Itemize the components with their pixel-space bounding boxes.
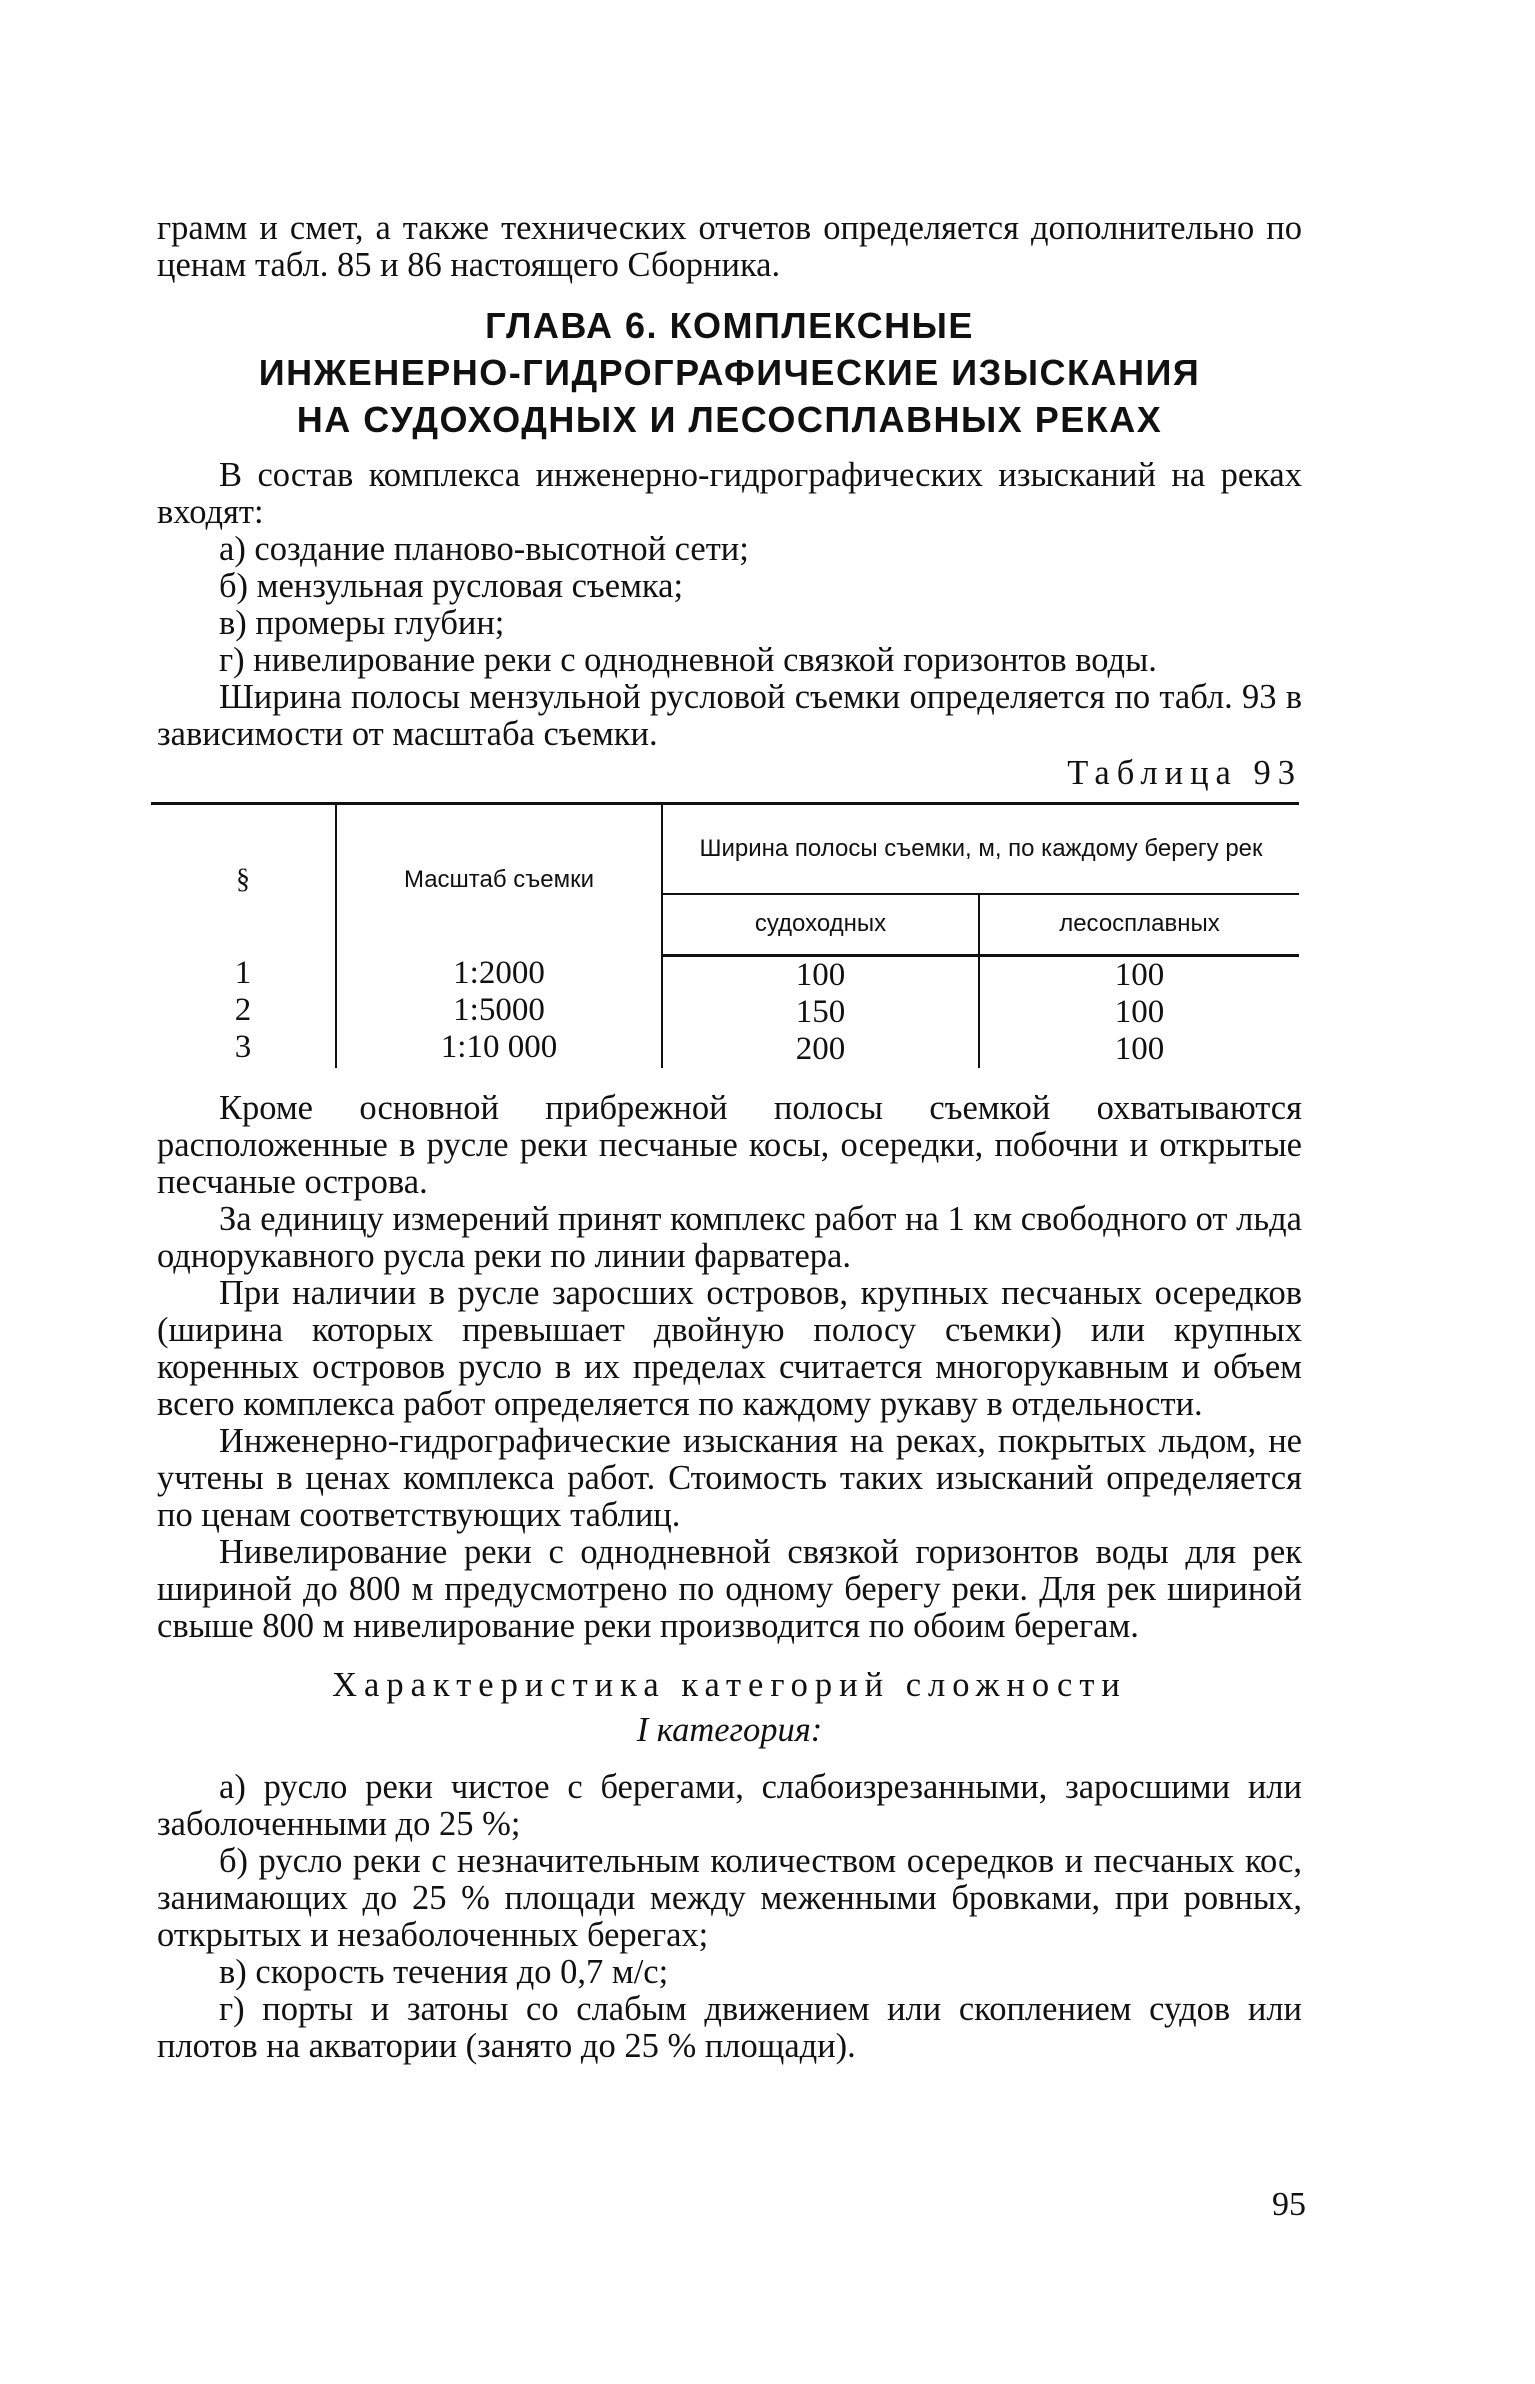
header-scale: Масштаб съемки — [336, 804, 662, 956]
chapter-title — [157, 302, 1302, 443]
intro-paragraph: грамм и смет, а также технических отчетов определяется дополнительно по ценам табл. 85 и 86 настоящего Сборника. — [157, 209, 1302, 284]
section-heading: Характеристика категорий сложности — [332, 1665, 1127, 1704]
composition-intro: В состав комплекса инженерно-гидрографических изысканий на реках входят: — [157, 456, 1302, 531]
body-paragraph: Инженерно-гидрографические изыскания на реках, покрытых льдом, не учтены в ценах комплекса работ. Стоимость таких изысканий определяется по ценам соответствующих таблиц. — [157, 1421, 1302, 1534]
table-93 — [151, 802, 1299, 1068]
table-cell: 1:10 000 — [440, 1029, 558, 1065]
header-width-group: Ширина полосы съемки, м, по каждому берегу рек — [662, 804, 1299, 895]
composition-item: а) создание планово-высотной сети; — [219, 530, 749, 568]
chapter-title-line: НА СУДОХОДНЫХ И ЛЕСОСПЛАВНЫХ РЕКАХ — [296, 399, 1163, 440]
category-item: г) порты и затоны со слабым движением или скоплением судов или плотов на акватории (занято до 25 % площади). — [157, 1989, 1302, 2065]
table-cell: 2 — [234, 992, 252, 1028]
width-paragraph: Ширина полосы мензульной русловой съемки определяется по табл. 93 в зависимости от масштаба съемки. — [157, 678, 1302, 753]
category-item: а) русло реки чистое с берегами, слабоизрезанными, заросшими или заболоченными до 25 %; — [157, 1767, 1302, 1843]
table-cell: 1:2000 — [453, 955, 545, 991]
table-cell: 200 — [795, 1030, 846, 1067]
section-number-column — [151, 955, 336, 1068]
table-caption: Таблица 93 — [1067, 754, 1302, 792]
table-cell: 100 — [1114, 956, 1165, 993]
header-section-sign: § — [151, 804, 336, 956]
body-paragraph: При наличии в русле заросших островов, крупных песчаных осередков (ширина которых превышает двойную полосу съемки) или крупных коренных островов русло в их пределах считается многорукавным и объем всего комплекса работ определяется по каждому рукаву в отдельности. — [157, 1273, 1302, 1423]
header-rafting: лесосплавных — [979, 894, 1299, 955]
page-content — [157, 210, 1302, 2065]
category-title: I категория: — [636, 1710, 823, 1749]
header-navigable: судоходных — [662, 894, 979, 955]
category-item: в) скорость течения до 0,7 м/с; — [219, 1952, 669, 1991]
page-number: 95 — [1272, 2186, 1306, 2223]
chapter-title-line: ИНЖЕНЕРНО-ГИДРОГРАФИЧЕСКИЕ ИЗЫСКАНИЯ — [258, 352, 1201, 393]
category-item: б) русло реки с незначительным количеством осередков и песчаных кос, занимающих до 25 % площади между меженными бровками, при ровных, открытых и незаболоченных берегах; — [157, 1841, 1302, 1954]
table-cell: 3 — [234, 1029, 252, 1065]
table-cell: 100 — [795, 956, 846, 993]
navigable-column — [662, 955, 979, 1068]
table-cell: 150 — [795, 993, 846, 1030]
scale-column — [336, 955, 662, 1068]
body-paragraph: За единицу измерений принят комплекс работ на 1 км свободного от льда однорукавного русла реки по линии фарватера. — [157, 1199, 1302, 1275]
table-cell: 100 — [1114, 993, 1165, 1030]
chapter-title-line: ГЛАВА 6. КОМПЛЕКСНЫЕ — [485, 305, 974, 346]
rafting-column — [979, 955, 1299, 1068]
table-cell: 100 — [1114, 1030, 1165, 1067]
table-cell: 1 — [234, 955, 252, 991]
body-paragraph: Нивелирование реки с однодневной связкой горизонтов воды для рек шириной до 800 м предусмотрено по одному берегу реки. Для рек шириной свыше 800 м нивелирование реки производится по обоим берегам. — [157, 1532, 1302, 1645]
table-cell: 1:5000 — [453, 992, 545, 1028]
body-paragraph: Кроме основной прибрежной полосы съемкой охватываются расположенные в русле реки песчаные косы, осередки, побочни и открытые песчаные острова. — [157, 1088, 1302, 1201]
composition-item: в) промеры глубин; — [219, 604, 505, 642]
table-spacer — [157, 1068, 1302, 1090]
composition-item: г) нивелирование реки с однодневной связкой горизонтов воды. — [219, 641, 1157, 679]
composition-item: б) мензульная русловая съемка; — [219, 567, 684, 605]
